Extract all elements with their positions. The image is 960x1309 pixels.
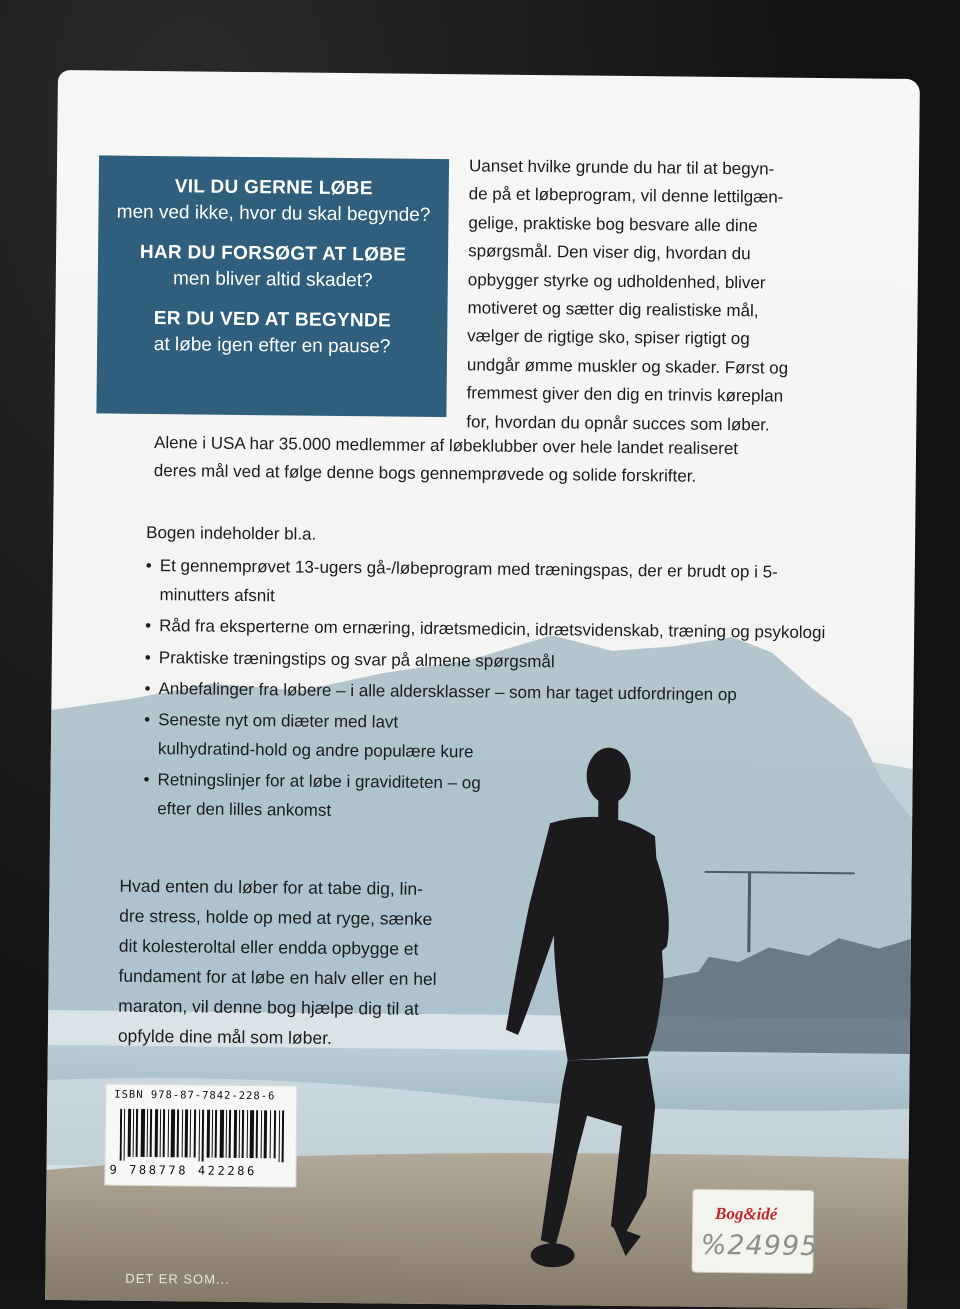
promo-text: men bliver altid skadet? (172, 268, 373, 292)
text-line: dit kolesteroltal eller endda opbygge et (118, 935, 419, 959)
promo-question: ER DU VED AT BEGYNDE (153, 308, 392, 332)
promo-question: HAR DU FORSØGT AT LØBE (139, 241, 407, 266)
list-item: • Et gennemprøvet 13-ugers gå-/løbeprogram med træningspas, der er brudt op i 5-minutters afsnit (145, 552, 846, 616)
list-item: • Råd fra eksperterne om ernæring, idrætsmedicin, idrætsvidenskab, træning og psykologi (145, 612, 845, 648)
promo-block (112, 174, 435, 229)
text-line: Uanset hvilke grunde du har til at begyn- (468, 156, 775, 179)
list-item: • Anbefalinger fra løbere – i alle aldersklasser – som har taget udfordringen op (144, 675, 844, 711)
text-line: opbygger styrke og udholdenhed, bliver (467, 269, 766, 293)
text-line: gelige, praktiske bog besvare alle dine (468, 213, 758, 236)
promo-text: men ved ikke, hvor du skal begynde? (116, 201, 431, 226)
text-line: deres mål ved at følge denne bogs gennemprøvede og solide forskrifter. (153, 461, 697, 487)
book-back-cover (45, 70, 920, 1309)
promo-text: at løbe igen efter en pause? (153, 334, 391, 358)
intro-paragraph-continued (154, 429, 855, 493)
promo-box (96, 155, 449, 417)
text-line: fundament for at løbe en halv eller en hel (118, 965, 437, 990)
isbn-label: ISBN 978-87-7842-228-6 (114, 1088, 276, 1103)
text-line: spørgsmål. Den viser dig, hvordan du (468, 241, 751, 264)
footer-text: DET ER SOM... (125, 1270, 230, 1287)
contents-list (143, 552, 846, 830)
promo-question: VIL DU GERNE LØBE (174, 176, 373, 200)
closing-paragraph (118, 871, 500, 1055)
text-line: fremmest giver den dig en trinvis køreplan (466, 383, 784, 406)
barcode-digits: 9 788778 422286 (109, 1162, 257, 1179)
text-line: opfylde dine mål som løber. (117, 1025, 332, 1048)
text-line: Hvad enten du løber for at tabe dig, lin- (119, 875, 424, 899)
price-sticker (691, 1189, 819, 1274)
text-line: for, hvordan du opnår succes som løber. (466, 411, 770, 435)
text-line: motiveret og sætter dig realistiske mål, (467, 298, 759, 321)
text-line: undgår ømme muskler og skader. Først og (466, 355, 789, 378)
text-line: Alene i USA har 35.000 medlemmer af løbeklubber over hele landet realiseret (154, 433, 739, 459)
promo-block (111, 306, 434, 361)
intro-paragraph (466, 152, 829, 440)
text-line: maraton, vil denne bog hjælpe dig til at (118, 995, 419, 1019)
list-item: • Praktiske træningstips og svar på almene spørgsmål (145, 644, 845, 680)
list-item: • Seneste nyt om diæter med lavt kulhydratind-hold og andre populære kure (144, 706, 489, 766)
contents-heading: Bogen indeholder bl.a. (146, 522, 317, 544)
store-logo: Bog&idé (714, 1203, 778, 1224)
text-line: dre stress, holde op med at ryge, sænke (119, 905, 433, 929)
promo-block (112, 240, 435, 295)
text-line: de på et løbeprogram, vil denne lettilgæn- (468, 184, 784, 208)
barcode-icon (120, 1109, 286, 1163)
handwritten-price: %24995 (700, 1229, 819, 1263)
list-item: • Retningslinjer for at løbe i graviditeten – og efter den lilles ankomst (143, 766, 488, 826)
text-line: vælger de rigtige sko, spiser rigtigt og (467, 326, 750, 349)
isbn-barcode (104, 1084, 297, 1188)
contents-list-section (143, 519, 846, 833)
